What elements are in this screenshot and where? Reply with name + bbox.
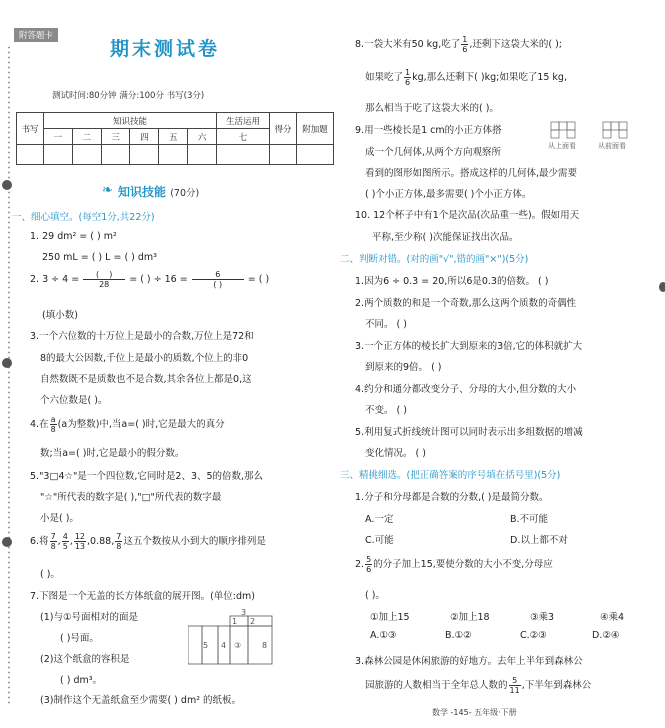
choice-2-op-3: ③乘3 <box>530 612 555 623</box>
choice-2-opt-b: B.①② <box>445 630 472 641</box>
choice-2-opt-a: A.①③ <box>370 630 397 641</box>
question-2: 2. 3 ÷ 4 = $\frac{( )}{28}$ = ( ) ÷ 16 = $\frac{6}{( )}$ = ( ) <box>30 270 270 289</box>
question-7-3: (3)制作这个无盖纸盒至少需要( ) dm² 的纸板。 <box>40 695 242 706</box>
question-5b: "☆"所代表的数字是( ),"□"所代表的数字最 <box>40 492 222 503</box>
part2-heading: 二、判断对错。(对的画"√",错的画"×")(5分) <box>340 254 529 265</box>
question-9d: ( )个小正方体,最多需要( )个小正方体。 <box>365 189 532 200</box>
question-9c: 看到的图形如图所示。搭成这样的几何体,最少需要 <box>365 168 578 179</box>
judge-1: 1.因为6 ÷ 0.3 = 20,所以6是0.3的倍数。 ( ) <box>355 276 549 287</box>
question-3d: 个六位数是( )。 <box>40 395 108 406</box>
binding-hole <box>2 180 12 190</box>
binding-hole <box>2 537 12 547</box>
choice-2b: ( )。 <box>365 590 385 601</box>
net-label: 2 <box>250 617 256 626</box>
question-7: 7.下图是一个无盖的长方体纸盒的展开图。(单位:dm) <box>30 591 255 602</box>
net-label: 1 <box>232 617 238 626</box>
question-5c: 小是( )。 <box>40 513 79 524</box>
section-title: 知识技能 (70分) <box>118 185 200 199</box>
choice-2a: 2. $\frac{5}{6}$ 的分子加上15,要使分数的大小不变,分母应 <box>355 555 553 574</box>
choice-2-opt-c: C.②③ <box>520 630 547 641</box>
binding-hole <box>659 282 665 292</box>
question-7-2a: (2)这个纸盒的容积是 <box>40 654 130 665</box>
net-label: ③ <box>234 641 242 650</box>
score-table: 书写 知识技能 生活运用 得分 附加题 一 二 三 四 五 六 七 <box>16 112 334 165</box>
net-label: 5 <box>203 641 209 650</box>
judge-3a: 3.一个正方体的棱长扩大到原来的3倍,它的体积就扩大 <box>355 341 583 352</box>
choice-2-op-2: ②加上18 <box>450 612 490 623</box>
net-label: 3 <box>241 608 247 617</box>
question-3b: 8的最大公因数,千位上是最小的质数,个位上的非0 <box>40 353 249 364</box>
judge-2b: 不同。 ( ) <box>365 319 407 330</box>
question-5a: 5."3□4☆"是一个四位数,它同时是2、3、5的倍数,那么 <box>30 471 264 482</box>
choice-2-op-1: ①加上15 <box>370 612 410 623</box>
section-icon: ❧ <box>102 183 113 198</box>
question-8c: 那么相当于吃了这袋大米的( )。 <box>365 103 499 114</box>
view-label-front: 从前面看 <box>598 142 626 150</box>
question-6a: 6.将 $\frac{7}{8}$ , $\frac{4}{5}$ , $\frac{12}{13}$ ,0.88, $\frac{7}{8}$ 这五个数按从小到大的顺序排列是 <box>30 532 266 551</box>
question-10b: 平称,至少称( )次能保证找出次品。 <box>372 232 519 243</box>
question-7-2b: ( ) dm³。 <box>60 675 103 686</box>
question-3a: 3.一个六位数的十万位上是最小的合数,万位上是72和 <box>30 331 254 342</box>
net-label: 8 <box>262 641 268 650</box>
choice-1: 1.分子和分母都是合数的分数,( )是最简分数。 <box>355 492 549 503</box>
choice-2-opt-d: D.②④ <box>592 630 620 641</box>
part1-heading: 一、细心填空。(每空1分,共22分) <box>12 212 155 223</box>
question-7-1b: ( )号面。 <box>60 633 99 644</box>
question-1b: 250 mL = ( ) L = ( ) dm³ <box>42 252 157 263</box>
answer-card-tag: 附答题卡 <box>14 28 58 42</box>
page-footer: 数学 -145- 五年级·下册 <box>432 708 517 717</box>
binding-hole <box>2 358 12 368</box>
choice-1-opt-d: D.以上都不对 <box>510 535 568 546</box>
question-10a: 10. 12个杯子中有1个是次品(次品重一些)。假如用天 <box>355 210 580 221</box>
question-6b: ( )。 <box>40 569 60 580</box>
exam-meta: 测试时间:80分钟 满分:100分 书写(3分) <box>52 91 205 101</box>
choice-3a: 3.森林公园是休闲旅游的好地方。去年上半年到森林公 <box>355 656 583 667</box>
view-label-top: 从上面看 <box>548 142 576 150</box>
judge-2a: 2.两个质数的和是一个奇数,那么这两个质数的奇偶性 <box>355 298 577 309</box>
question-9b: 成一个几何体,从两个方向观察所 <box>365 147 502 158</box>
judge-5b: 变化情况。 ( ) <box>365 448 426 459</box>
part3-heading: 三、精挑细选。(把正确答案的序号填在括号里)(5分) <box>340 470 561 481</box>
binding-dotted-line <box>8 45 10 705</box>
choice-3b: 园旅游的人数相当于全年总人数的 $\frac{5}{11}$ ,下半年到森林公 <box>365 676 592 695</box>
question-1a: 1. 29 dm² = ( ) m² <box>30 231 117 242</box>
judge-4a: 4.约分和通分都改变分子、分母的大小,但分数的大小 <box>355 384 577 395</box>
choice-1-opt-c: C.可能 <box>365 535 394 546</box>
page-title: 期末测试卷 <box>110 38 221 60</box>
question-4b: 数;当a=( )时,它是最小的假分数。 <box>40 448 185 459</box>
question-2-note: (填小数) <box>42 310 78 321</box>
question-4a: 4.在 $\frac{a}{8}$ (a为整数)中,当a=( )时,它是最大的真分 <box>30 415 225 434</box>
question-8b: 如果吃了 $\frac{1}{6}$ kg,那么还剩下( )kg;如果吃了15 kg, <box>365 68 567 87</box>
judge-3b: 到原来的9倍。 ( ) <box>365 362 442 373</box>
judge-5a: 5.利用复式折线统计图可以同时表示出多组数据的增减 <box>355 427 583 438</box>
views-figure <box>548 121 658 151</box>
choice-1-opt-a: A.一定 <box>365 514 394 525</box>
choice-2-op-4: ④乘4 <box>600 612 625 623</box>
question-8a: 8.一袋大米有50 kg,吃了 $\frac{1}{6}$ ,还剩下这袋大米的( ); <box>355 35 562 54</box>
question-3c: 自然数既不是质数也不是合数,其余各位上都是0,这 <box>40 374 252 385</box>
judge-4b: 不变。 ( ) <box>365 405 407 416</box>
question-9a: 9.用一些棱长是1 cm的小正方体搭 <box>355 125 502 136</box>
net-label: 4 <box>221 641 227 650</box>
choice-1-opt-b: B.不可能 <box>510 514 549 525</box>
question-7-1a: (1)与①号面相对的面是 <box>40 612 138 623</box>
box-net-figure <box>188 608 308 670</box>
